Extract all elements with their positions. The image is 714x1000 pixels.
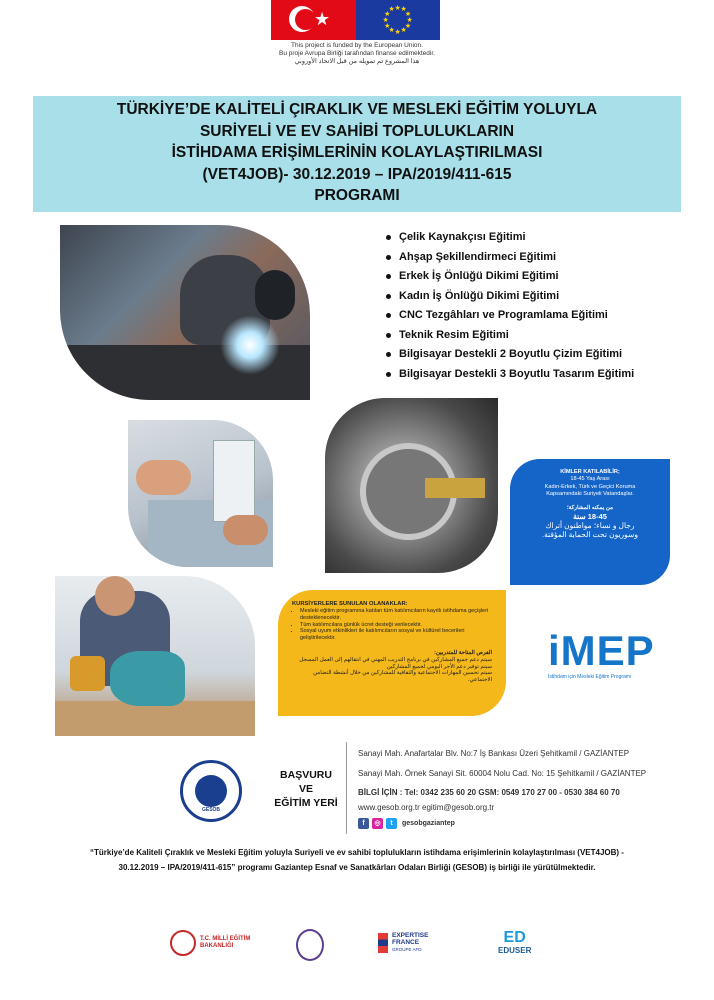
eligibility-age-ar: 18-45 سنة [573,512,607,522]
welding-photo [60,225,310,400]
opportunity-item-ar: سيتم تحسين المهارات الاجتماعية والثقافية للمشاركين من خلال أنشطة التضامن الاجتماعي. [313,670,492,684]
imep-subtitle: İstihdam için Mesleki Eğitim Programı [548,674,632,680]
eu-star-icon: ★ [382,16,389,24]
application-label-line: EĞİTİM YERİ [274,797,338,809]
circular-saw-photo [55,576,255,736]
meb-logo-text: BAKANLIĞI [200,943,234,949]
title-line: PROGRAMI [314,187,400,204]
funding-notice [250,42,464,66]
expertise-france-text: FRANCE [392,939,420,946]
eu-star-icon: ★ [388,26,395,34]
web-email-line[interactable]: www.gesob.org.tr egitim@gesob.org.tr [358,803,495,812]
address-line: Sanayi Mah. Anafartalar Blv. No:7 İş Bankası Üzeri Şehitkamil / GAZİANTEP [358,749,630,758]
course-item: Bilgisayar Destekli 3 Boyutlu Tasarım Eğitimi [385,365,634,385]
social-links [358,818,455,829]
opportunity-item: • Mesleki eğitim programına katılan tüm katılımcıların kayıtlı istihdama geçişleri desteklenecektir. [300,608,492,622]
eu-star-icon: ★ [394,28,401,36]
eu-flag [356,0,440,40]
eu-star-icon: ★ [400,26,407,34]
eu-star-icon: ★ [406,16,413,24]
course-list [385,228,634,384]
funding-line-ar: هذا المشروع تم تمويله من قبل الاتحاد الأوروبي [294,58,420,65]
expertise-france-mark-icon [378,933,388,953]
eu-star-icon: ★ [404,22,412,30]
gesob-logo-label: GESOB [201,807,221,813]
title-line: SURİYELİ VE EV SAHİBİ TOPLULUKLARIN [199,122,515,140]
eligibility-desc: Kadın-Erkek, Türk ve Geçici Koruma [544,483,636,490]
eu-star-icon: ★ [404,10,412,18]
program-statement-line: “Türkiye’de Kaliteli Çıraklık ve Mesleki Eğitim yoluyla Suriyeli ve ev sahibi toplulukların istihdama erişimlerinin kolaylaştırılması (VET4JOB) - [90,848,624,857]
social-handle[interactable]: gesobgaziantep [402,820,455,827]
eduser-logo [498,930,531,955]
course-item: CNC Tezgâhları ve Programlama Eğitimi [385,306,634,326]
eu-star-icon: ★ [400,6,407,14]
imep-logo-text: iMEP [548,627,655,674]
program-statement [60,845,654,875]
program-statement-line: 30.12.2019 – IPA/2019/411-615” programı Gaziantep Esnaf ve Sanatkârları Odaları Birliği (GESOB) iş birliği ile yürütülmektedir. [118,863,596,872]
opportunity-item-ar: سيتم دعم جميع المشاركين في برنامج التدريب المهني في انتقالهم إلى العمل المسجل [299,656,492,663]
title-line: TÜRKİYE’DE KALİTELİ ÇIRAKLIK VE MESLEKİ EĞİTİM YOLUYLA [116,101,598,118]
address-line: Sanayi Mah. Örnek Sanayi Sit. 60004 Nolu Cad. No: 15 Şehitkamil / GAZİANTEP [358,769,647,778]
course-item: Bilgisayar Destekli 2 Boyutlu Çizim Eğitimi [385,345,634,365]
eu-star-icon: ★ [394,4,401,12]
seal-logo [296,929,324,961]
eligibility-age: 18-45 Yaş Arası [570,476,610,483]
eligibility-heading-ar: من يمكنه المشاركة؛ [566,504,614,511]
opportunities-box [278,590,506,716]
opportunities-list [292,608,492,642]
contact-line: BİLGİ İÇİN : Tel: 0342 235 60 20 GSM: 0549 170 27 00 - 0530 384 60 70 [358,788,620,797]
application-label-line: VE [298,783,313,795]
meb-logo [170,930,250,956]
turkey-flag: ★ [271,0,356,40]
sewing-photo [128,420,273,567]
eduser-mark-icon: ED [503,929,526,946]
eligibility-box [510,459,670,585]
twitter-icon[interactable]: t [386,818,397,829]
application-label [270,768,342,810]
eduser-logo-text: EDUSER [498,946,532,955]
eligibility-desc-ar: رجال و نساء؛ مواطنون أتراك [545,521,635,531]
meb-logo-text: T.C. MİLLİ EĞİTİM [200,936,251,942]
instagram-icon[interactable]: ◎ [372,818,383,829]
course-item: Erkek İş Önlüğü Dikimi Eğitimi [385,267,634,287]
imep-logo [548,627,655,680]
facebook-icon[interactable]: f [358,818,369,829]
opportunities-heading: KURSİYERLERE SUNULAN OLANAKLAR: [292,601,408,607]
title-line: İSTİHDAMA ERİŞİMLERİNİN KOLAYLAŞTIRILMASI [171,144,543,161]
eligibility-desc-ar: وسوريون تحت الحماية المؤقتة. [542,530,638,540]
expertise-france-logo [378,932,428,953]
funding-line-tr: Bu proje Avrupa Birliği tarafından finanse edilmektedir. [279,50,435,57]
course-item: Kadın İş Önlüğü Dikimi Eğitimi [385,287,634,307]
expertise-france-text: GROUPE AFD [392,947,422,952]
gesob-logo [180,760,242,822]
title-line: (VET4JOB)- 30.12.2019 – IPA/2019/411-615 [202,165,512,183]
course-item: Çelik Kaynakçısı Eğitimi [385,228,634,248]
application-label-line: BAŞVURU [280,769,332,781]
opportunity-item: • Sosyal uyum etkinlikleri ile katılımcıların sosyal ve kültürel becerileri geliştirilecektir. [300,628,492,642]
funding-line-en: This project is funded by the European Union. [291,42,423,49]
opportunities-heading-ar: الفرص المتاحة للمتدربين: [434,649,492,656]
eligibility-desc: Kapsamındaki Suriyeli Vatandaşlar. [546,491,634,498]
eu-star-icon: ★ [384,10,391,18]
course-item: Teknik Resim Eğitimi [385,326,634,346]
cnc-lathe-photo [325,398,498,573]
page-title [33,99,681,207]
eu-star-icon: ★ [384,22,391,30]
divider [346,742,347,834]
eu-star-icon: ★ [388,6,395,14]
course-item: Ahşap Şekillendirmeci Eğitimi [385,248,634,268]
meb-emblem-icon [170,930,196,956]
opportunity-item: • Tüm katılımcılara günlük ücret desteği verilecektir. [300,622,492,629]
opportunity-item-ar: سيتم توفير دعم الأجر اليومي لجميع المشاركين [386,663,492,670]
expertise-france-text: EXPERTISE [392,932,429,939]
eligibility-heading: KİMLER KATILABİLİR; [560,469,620,475]
